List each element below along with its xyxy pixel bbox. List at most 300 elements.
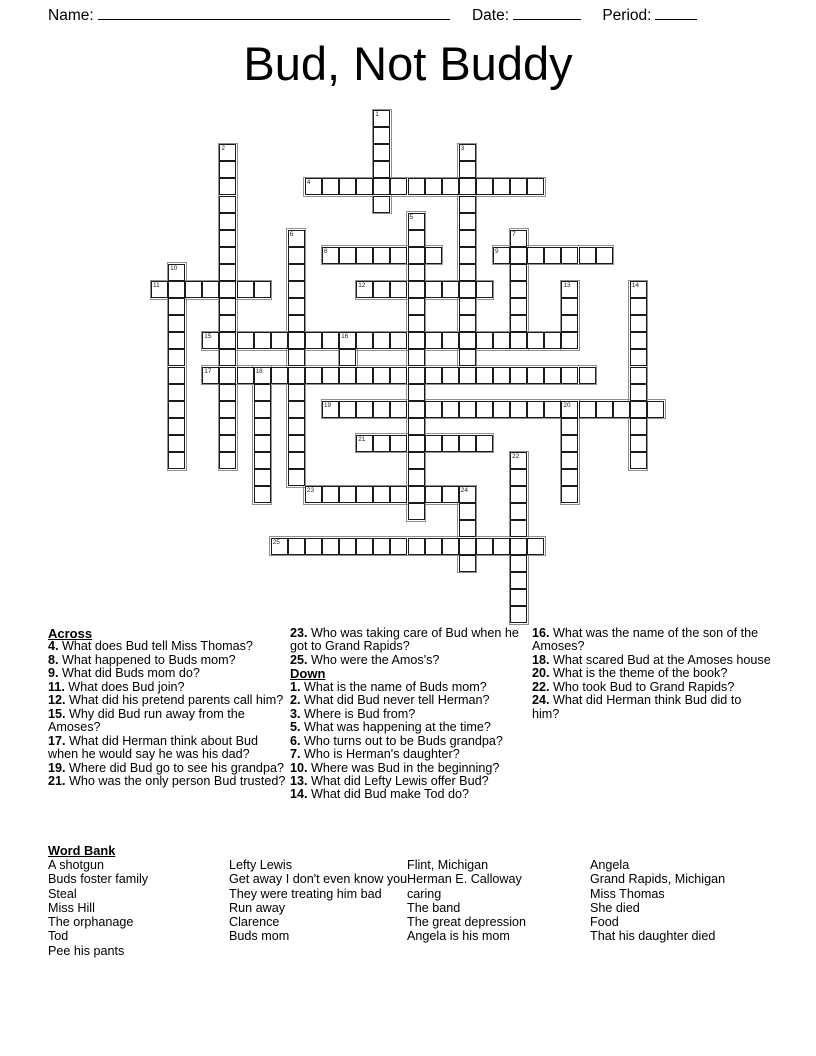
grid-cell[interactable] bbox=[510, 178, 527, 195]
grid-cell[interactable] bbox=[356, 435, 373, 452]
grid-cell[interactable] bbox=[168, 298, 185, 315]
grid-cell[interactable] bbox=[459, 367, 476, 384]
grid-cell[interactable] bbox=[459, 555, 476, 572]
clues-column-middle bbox=[290, 627, 524, 802]
grid-cell[interactable] bbox=[305, 367, 322, 384]
cell-number: 11 bbox=[153, 282, 160, 289]
grid-cell[interactable] bbox=[254, 367, 271, 384]
cell-number: 19 bbox=[324, 401, 332, 409]
grid-cell[interactable] bbox=[219, 435, 236, 452]
grid-cell[interactable] bbox=[168, 435, 185, 452]
grid-cell[interactable] bbox=[339, 401, 356, 418]
grid-cell[interactable] bbox=[510, 538, 527, 555]
grid-cell[interactable] bbox=[271, 538, 288, 555]
grid-cell[interactable] bbox=[510, 572, 527, 589]
word-bank-column-4 bbox=[590, 858, 725, 944]
grid-cell[interactable] bbox=[510, 589, 527, 606]
grid-cell[interactable] bbox=[459, 349, 476, 366]
grid-cell[interactable] bbox=[408, 178, 425, 195]
grid-cell[interactable] bbox=[493, 178, 510, 195]
grid-cell[interactable] bbox=[390, 332, 407, 349]
grid-cell[interactable] bbox=[356, 178, 373, 195]
clue-9: 9. What did Buds mom do? bbox=[48, 666, 200, 681]
clue-12: 12. What did his pretend parents call him? bbox=[48, 693, 284, 708]
grid-cell[interactable] bbox=[185, 281, 202, 298]
grid-cell[interactable] bbox=[219, 367, 236, 384]
grid-cell[interactable] bbox=[561, 298, 578, 315]
word-bank-item: Buds mom bbox=[229, 929, 290, 944]
grid-cell[interactable] bbox=[288, 538, 305, 555]
grid-cell[interactable] bbox=[630, 418, 647, 435]
grid-cell[interactable] bbox=[442, 401, 459, 418]
clue-15: 15. Why did Bud run away from the Amoses? bbox=[48, 706, 245, 735]
clue-25: 25. Who were the Amos's? bbox=[290, 652, 440, 667]
grid-cell[interactable] bbox=[561, 367, 578, 384]
grid-cell[interactable] bbox=[288, 418, 305, 435]
grid-cell[interactable] bbox=[527, 178, 544, 195]
grid-cell[interactable] bbox=[219, 332, 236, 349]
word-bank-item: Food bbox=[590, 915, 619, 930]
grid-cell[interactable] bbox=[459, 247, 476, 264]
word-bank-item: Tod bbox=[48, 929, 69, 944]
grid-cell[interactable] bbox=[288, 401, 305, 418]
clue-7: 7. Who is Herman's daughter? bbox=[290, 747, 460, 762]
period-blank-line[interactable] bbox=[655, 5, 697, 20]
grid-cell[interactable] bbox=[219, 349, 236, 366]
word-bank-column-3 bbox=[407, 858, 526, 944]
grid-cell[interactable] bbox=[425, 178, 442, 195]
grid-cell[interactable] bbox=[442, 538, 459, 555]
grid-cell[interactable] bbox=[219, 315, 236, 332]
grid-cell[interactable] bbox=[459, 264, 476, 281]
grid-cell[interactable] bbox=[510, 486, 527, 503]
grid-cell[interactable] bbox=[425, 367, 442, 384]
grid-cell[interactable] bbox=[288, 264, 305, 281]
grid-cell[interactable] bbox=[579, 367, 596, 384]
grid-cell[interactable] bbox=[527, 332, 544, 349]
grid-cell[interactable] bbox=[630, 281, 647, 298]
cell-number: 1 bbox=[375, 111, 379, 118]
word-bank-item: Run away bbox=[229, 900, 286, 915]
grid-cell[interactable] bbox=[510, 469, 527, 486]
grid-cell[interactable] bbox=[544, 401, 561, 418]
clue-17: 17. What did Herman think about Bud when he would say he was his dad? bbox=[48, 733, 259, 762]
grid-cell[interactable] bbox=[373, 486, 390, 503]
grid-cell[interactable] bbox=[219, 161, 236, 178]
grid-cell[interactable] bbox=[561, 486, 578, 503]
grid-cell[interactable] bbox=[561, 401, 578, 418]
grid-cell[interactable] bbox=[168, 452, 185, 469]
grid-cell[interactable] bbox=[322, 332, 339, 349]
grid-cell[interactable] bbox=[408, 332, 425, 349]
grid-cell[interactable] bbox=[322, 401, 339, 418]
grid-cell[interactable] bbox=[219, 452, 236, 469]
grid-cell[interactable] bbox=[322, 367, 339, 384]
clue-3: 3. Where is Bud from? bbox=[290, 706, 416, 721]
grid-cell[interactable] bbox=[408, 503, 425, 520]
grid-cell[interactable] bbox=[459, 298, 476, 315]
grid-cell[interactable] bbox=[390, 247, 407, 264]
word-bank-item: Flint, Michigan bbox=[407, 858, 489, 872]
grid-cell[interactable] bbox=[219, 281, 236, 298]
grid-cell[interactable] bbox=[322, 538, 339, 555]
grid-cell[interactable] bbox=[630, 367, 647, 384]
grid-cell[interactable] bbox=[596, 401, 613, 418]
grid-cell[interactable] bbox=[510, 281, 527, 298]
grid-cell[interactable] bbox=[408, 230, 425, 247]
clue-21: 21. Who was the only person Bud trusted? bbox=[48, 773, 286, 788]
grid-cell[interactable] bbox=[202, 367, 219, 384]
grid-cell[interactable] bbox=[237, 367, 254, 384]
clue-4: 4. What does Bud tell Miss Thomas? bbox=[48, 639, 253, 654]
grid-cell[interactable] bbox=[339, 486, 356, 503]
grid-cell[interactable] bbox=[322, 486, 339, 503]
grid-cell[interactable] bbox=[596, 247, 613, 264]
grid-cell[interactable] bbox=[510, 247, 527, 264]
grid-cell[interactable] bbox=[254, 452, 271, 469]
name-label: Name: bbox=[48, 7, 94, 24]
cell-number: 8 bbox=[324, 247, 328, 255]
grid-cell[interactable] bbox=[493, 538, 510, 555]
grid-cell[interactable] bbox=[544, 367, 561, 384]
grid-cell[interactable] bbox=[168, 281, 185, 298]
grid-cell[interactable] bbox=[219, 247, 236, 264]
grid-cell[interactable] bbox=[476, 538, 493, 555]
grid-cell[interactable] bbox=[305, 486, 322, 503]
grid-cell[interactable] bbox=[254, 281, 271, 298]
grid-cell[interactable] bbox=[459, 230, 476, 247]
grid-cell[interactable] bbox=[168, 384, 185, 401]
grid-cell[interactable] bbox=[408, 315, 425, 332]
grid-cell[interactable] bbox=[356, 367, 373, 384]
grid-cell[interactable] bbox=[390, 367, 407, 384]
grid-cell[interactable] bbox=[339, 367, 356, 384]
grid-cell[interactable] bbox=[425, 247, 442, 264]
grid-cell[interactable] bbox=[219, 384, 236, 401]
grid-cell[interactable] bbox=[168, 315, 185, 332]
grid-cell[interactable] bbox=[408, 469, 425, 486]
grid-cell[interactable] bbox=[219, 401, 236, 418]
period-label: Period: bbox=[602, 7, 652, 24]
grid-cell[interactable] bbox=[459, 213, 476, 230]
grid-cell[interactable] bbox=[254, 384, 271, 401]
clue-20: 20. What is the theme of the book? bbox=[532, 666, 728, 681]
grid-cell[interactable] bbox=[425, 435, 442, 452]
grid-cell[interactable] bbox=[408, 281, 425, 298]
across-heading: Across bbox=[48, 626, 93, 641]
grid-cell[interactable] bbox=[442, 486, 459, 503]
clue-2: 2. What did Bud never tell Herman? bbox=[290, 693, 490, 708]
grid-cell[interactable] bbox=[237, 281, 254, 298]
clue-19: 19. Where did Bud go to see his grandpa? bbox=[48, 760, 284, 775]
grid-cell[interactable] bbox=[390, 538, 407, 555]
word-bank-item: That his daughter died bbox=[590, 929, 716, 944]
grid-cell[interactable] bbox=[630, 401, 647, 418]
grid-cell[interactable] bbox=[373, 332, 390, 349]
grid-cell[interactable] bbox=[459, 196, 476, 213]
grid-cell[interactable] bbox=[202, 332, 219, 349]
grid-cell[interactable] bbox=[561, 247, 578, 264]
grid-cell[interactable] bbox=[288, 367, 305, 384]
grid-cell[interactable] bbox=[459, 332, 476, 349]
grid-cell[interactable] bbox=[408, 538, 425, 555]
grid-cell[interactable] bbox=[544, 247, 561, 264]
cell-number: 6 bbox=[289, 230, 294, 238]
cell-number: 3 bbox=[460, 145, 465, 153]
grid-cell[interactable] bbox=[219, 144, 236, 161]
grid-cell[interactable] bbox=[219, 418, 236, 435]
grid-cell[interactable] bbox=[390, 401, 407, 418]
grid-cell[interactable] bbox=[339, 349, 356, 366]
grid-cell[interactable] bbox=[408, 213, 425, 230]
grid-cell[interactable] bbox=[288, 435, 305, 452]
grid-cell[interactable] bbox=[561, 452, 578, 469]
grid-cell[interactable] bbox=[459, 503, 476, 520]
grid-cell[interactable] bbox=[219, 178, 236, 195]
grid-cell[interactable] bbox=[527, 538, 544, 555]
word-bank-item: The band bbox=[407, 900, 461, 915]
grid-cell[interactable] bbox=[168, 332, 185, 349]
grid-cell[interactable] bbox=[168, 349, 185, 366]
date-blank-line[interactable] bbox=[513, 5, 581, 20]
grid-cell[interactable] bbox=[493, 367, 510, 384]
grid-cell[interactable] bbox=[510, 367, 527, 384]
grid-cell[interactable] bbox=[459, 178, 476, 195]
grid-cell[interactable] bbox=[168, 401, 185, 418]
grid-cell[interactable] bbox=[219, 264, 236, 281]
grid-cell[interactable] bbox=[630, 332, 647, 349]
grid-cell[interactable] bbox=[254, 435, 271, 452]
grid-cell[interactable] bbox=[373, 161, 390, 178]
grid-cell[interactable] bbox=[254, 401, 271, 418]
grid-cell[interactable] bbox=[630, 452, 647, 469]
grid-cell[interactable] bbox=[408, 435, 425, 452]
grid-cell[interactable] bbox=[510, 555, 527, 572]
grid-cell[interactable] bbox=[510, 230, 527, 247]
grid-cell[interactable] bbox=[510, 401, 527, 418]
grid-cell[interactable] bbox=[459, 161, 476, 178]
grid-cell[interactable] bbox=[527, 367, 544, 384]
grid-cell[interactable] bbox=[288, 281, 305, 298]
grid-cell[interactable] bbox=[442, 367, 459, 384]
grid-cell[interactable] bbox=[322, 247, 339, 264]
grid-cell[interactable] bbox=[339, 247, 356, 264]
grid-cell[interactable] bbox=[373, 367, 390, 384]
grid-cell[interactable] bbox=[373, 538, 390, 555]
cell-number: 22 bbox=[512, 453, 520, 460]
grid-cell[interactable] bbox=[408, 401, 425, 418]
grid-cell[interactable] bbox=[288, 469, 305, 486]
grid-cell[interactable] bbox=[288, 247, 305, 264]
grid-cell[interactable] bbox=[510, 315, 527, 332]
grid-cell[interactable] bbox=[630, 435, 647, 452]
grid-cell[interactable] bbox=[442, 281, 459, 298]
grid-cell[interactable] bbox=[339, 332, 356, 349]
grid-cell[interactable] bbox=[373, 281, 390, 298]
grid-cell[interactable] bbox=[476, 435, 493, 452]
grid-cell[interactable] bbox=[288, 332, 305, 349]
grid-cell[interactable] bbox=[527, 401, 544, 418]
grid-cell[interactable] bbox=[202, 281, 219, 298]
grid-cell[interactable] bbox=[305, 538, 322, 555]
grid-cell[interactable] bbox=[356, 486, 373, 503]
grid-cell[interactable] bbox=[390, 486, 407, 503]
grid-cell[interactable] bbox=[630, 384, 647, 401]
grid-cell[interactable] bbox=[254, 486, 271, 503]
clue-23: 23. Who was taking care of Bud when he got to Grand Rapids? bbox=[290, 626, 519, 654]
grid-cell[interactable] bbox=[527, 247, 544, 264]
grid-cell[interactable] bbox=[442, 435, 459, 452]
grid-cell[interactable] bbox=[510, 520, 527, 537]
clues-column-right bbox=[532, 627, 772, 721]
grid-cell[interactable] bbox=[373, 110, 390, 127]
grid-cell[interactable] bbox=[168, 367, 185, 384]
grid-cell[interactable] bbox=[288, 298, 305, 315]
grid-cell[interactable] bbox=[373, 196, 390, 213]
cell-number: 7 bbox=[512, 230, 516, 238]
grid-cell[interactable] bbox=[544, 332, 561, 349]
grid-cell[interactable] bbox=[459, 435, 476, 452]
grid-cell[interactable] bbox=[288, 349, 305, 366]
grid-cell[interactable] bbox=[373, 178, 390, 195]
grid-cell[interactable] bbox=[168, 264, 185, 281]
cell-number: 13 bbox=[563, 282, 571, 289]
grid-cell[interactable] bbox=[305, 332, 322, 349]
grid-cell[interactable] bbox=[459, 486, 476, 503]
grid-cell[interactable] bbox=[613, 401, 630, 418]
grid-cell[interactable] bbox=[254, 418, 271, 435]
page-title: Bud, Not Buddy bbox=[243, 37, 573, 90]
grid-cell[interactable] bbox=[408, 452, 425, 469]
grid-cell[interactable] bbox=[339, 178, 356, 195]
grid-cell[interactable] bbox=[356, 538, 373, 555]
grid-cell[interactable] bbox=[339, 538, 356, 555]
grid-cell[interactable] bbox=[288, 384, 305, 401]
grid-cell[interactable] bbox=[151, 281, 168, 298]
grid-cell[interactable] bbox=[425, 401, 442, 418]
grid-cell[interactable] bbox=[630, 315, 647, 332]
grid-cell[interactable] bbox=[493, 332, 510, 349]
grid-cell[interactable] bbox=[510, 298, 527, 315]
grid-cell[interactable] bbox=[476, 178, 493, 195]
grid-cell[interactable] bbox=[425, 486, 442, 503]
grid-cell[interactable] bbox=[510, 606, 527, 623]
grid-cell[interactable] bbox=[356, 281, 373, 298]
grid-cell[interactable] bbox=[390, 178, 407, 195]
grid-cell[interactable] bbox=[561, 281, 578, 298]
grid-cell[interactable] bbox=[288, 452, 305, 469]
grid-cell[interactable] bbox=[305, 178, 322, 195]
grid-cell[interactable] bbox=[476, 332, 493, 349]
grid-cell[interactable] bbox=[373, 435, 390, 452]
grid-cell[interactable] bbox=[408, 247, 425, 264]
grid-cell[interactable] bbox=[510, 332, 527, 349]
grid-cell[interactable] bbox=[561, 315, 578, 332]
grid-cell[interactable] bbox=[356, 401, 373, 418]
grid-cell[interactable] bbox=[373, 144, 390, 161]
grid-cell[interactable] bbox=[219, 196, 236, 213]
grid-cell[interactable] bbox=[476, 281, 493, 298]
grid-cell[interactable] bbox=[510, 503, 527, 520]
grid-cell[interactable] bbox=[425, 538, 442, 555]
clue-24: 24. What did Herman think Bud did to him? bbox=[532, 693, 742, 721]
grid-cell[interactable] bbox=[579, 247, 596, 264]
grid-cell[interactable] bbox=[442, 332, 459, 349]
cell-number: 24 bbox=[460, 487, 468, 495]
grid-cell[interactable] bbox=[459, 401, 476, 418]
cell-number: 10 bbox=[170, 264, 178, 272]
grid-cell[interactable] bbox=[510, 264, 527, 281]
grid-cell[interactable] bbox=[271, 332, 288, 349]
clue-16: 16. What was the name of the son of the Amoses? bbox=[532, 626, 759, 654]
grid-cell[interactable] bbox=[493, 247, 510, 264]
date-label: Date: bbox=[471, 7, 510, 24]
grid-cell[interactable] bbox=[219, 213, 236, 230]
grid-cell[interactable] bbox=[408, 264, 425, 281]
grid-cell[interactable] bbox=[476, 367, 493, 384]
grid-cell[interactable] bbox=[356, 247, 373, 264]
grid-cell[interactable] bbox=[459, 281, 476, 298]
grid-cell[interactable] bbox=[288, 315, 305, 332]
grid-cell[interactable] bbox=[579, 401, 596, 418]
grid-cell[interactable] bbox=[254, 469, 271, 486]
grid-cell[interactable] bbox=[168, 418, 185, 435]
clue-22: 22. Who took Bud to Grand Rapids? bbox=[532, 679, 735, 694]
grid-cell[interactable] bbox=[459, 520, 476, 537]
grid-cell[interactable] bbox=[647, 401, 664, 418]
grid-cell[interactable] bbox=[356, 332, 373, 349]
grid-cell[interactable] bbox=[408, 418, 425, 435]
grid-cell[interactable] bbox=[373, 247, 390, 264]
grid-cell[interactable] bbox=[271, 367, 288, 384]
grid-cell[interactable] bbox=[630, 298, 647, 315]
grid-cell[interactable] bbox=[459, 315, 476, 332]
word-bank-item: A shotgun bbox=[48, 858, 105, 872]
grid-cell[interactable] bbox=[408, 486, 425, 503]
grid-cell[interactable] bbox=[219, 298, 236, 315]
grid-cell[interactable] bbox=[288, 230, 305, 247]
grid-cell[interactable] bbox=[493, 401, 510, 418]
grid-cell[interactable] bbox=[561, 435, 578, 452]
cell-number: 12 bbox=[358, 282, 366, 289]
grid-cell[interactable] bbox=[561, 332, 578, 349]
grid-cell[interactable] bbox=[390, 281, 407, 298]
grid-cell[interactable] bbox=[219, 230, 236, 247]
grid-cell[interactable] bbox=[408, 384, 425, 401]
grid-cell[interactable] bbox=[322, 178, 339, 195]
grid-cell[interactable] bbox=[254, 332, 271, 349]
clues-column-across bbox=[48, 627, 286, 788]
grid-cell[interactable] bbox=[373, 127, 390, 144]
grid-cell[interactable] bbox=[561, 418, 578, 435]
grid-cell[interactable] bbox=[408, 298, 425, 315]
grid-cell[interactable] bbox=[373, 401, 390, 418]
grid-cell[interactable] bbox=[459, 144, 476, 161]
grid-cell[interactable] bbox=[425, 332, 442, 349]
grid-cell[interactable] bbox=[510, 452, 527, 469]
grid-cell[interactable] bbox=[630, 349, 647, 366]
grid-cell[interactable] bbox=[425, 281, 442, 298]
grid-cell[interactable] bbox=[561, 469, 578, 486]
grid-cell[interactable] bbox=[442, 178, 459, 195]
name-blank-line[interactable] bbox=[98, 5, 450, 20]
grid-cell[interactable] bbox=[237, 332, 254, 349]
grid-cell[interactable] bbox=[476, 401, 493, 418]
grid-cell[interactable] bbox=[408, 367, 425, 384]
grid-cell[interactable] bbox=[459, 538, 476, 555]
grid-cell[interactable] bbox=[390, 435, 407, 452]
grid-cell[interactable] bbox=[408, 349, 425, 366]
